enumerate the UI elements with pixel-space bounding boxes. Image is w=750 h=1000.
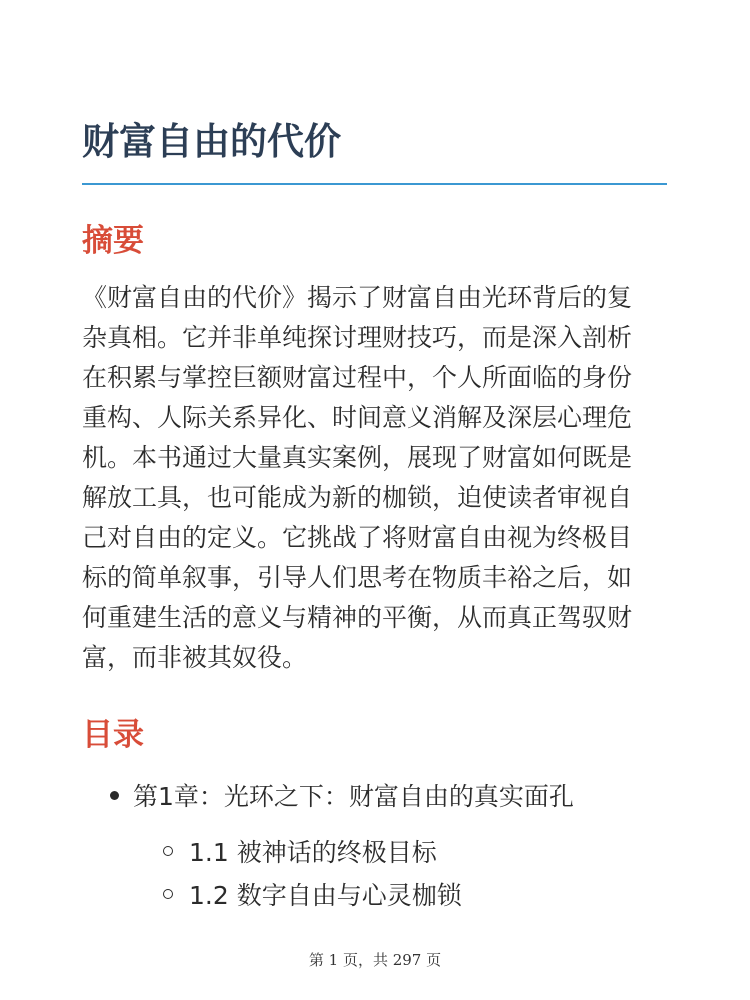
- bullet-circle-icon: [163, 846, 173, 856]
- toc-heading: 目录: [82, 717, 144, 753]
- abstract-line: 在积累与掌控巨额财富过程中，个人所面临的身份: [82, 363, 633, 392]
- abstract-line: 重构、人际关系异化、时间意义消解及深层心理危: [82, 403, 633, 432]
- title-divider: [82, 183, 667, 185]
- toc-chapter-label: 第1章：光环之下：财富自由的真实面孔: [133, 782, 574, 811]
- bullet-disc-icon: [110, 791, 119, 800]
- abstract-line: 杂真相。它并非单纯探讨理财技巧，而是深入剖析: [82, 323, 633, 352]
- toc-section-item[interactable]: [163, 833, 437, 873]
- abstract-line: 何重建生活的意义与精神的平衡，从而真正驾驭财: [82, 603, 633, 632]
- toc-section-label: 1.2 数字自由与心灵枷锁: [189, 881, 462, 910]
- abstract-line: 标的简单叙事，引导人们思考在物质丰裕之后，如: [82, 563, 633, 592]
- toc-section-label: 1.1 被神话的终极目标: [189, 838, 437, 867]
- page-number-footer: 第 1 页，共 297 页: [308, 951, 442, 969]
- bullet-circle-icon: [163, 889, 173, 899]
- abstract-line: 《财富自由的代价》揭示了财富自由光环背后的复: [82, 283, 633, 312]
- abstract-line: 解放工具，也可能成为新的枷锁，迫使读者审视自: [82, 483, 633, 512]
- abstract-heading: 摘要: [82, 223, 144, 259]
- abstract-line: 机。本书通过大量真实案例，展现了财富如何既是: [82, 443, 633, 472]
- document-title: 财富自由的代价: [82, 120, 341, 163]
- toc-section-item[interactable]: [163, 876, 462, 916]
- toc-chapter-item[interactable]: [110, 777, 574, 817]
- abstract-line: 己对自由的定义。它挑战了将财富自由视为终极目: [82, 523, 633, 552]
- abstract-line: 富，而非被其奴役。: [82, 643, 308, 672]
- abstract-paragraph: [82, 278, 672, 678]
